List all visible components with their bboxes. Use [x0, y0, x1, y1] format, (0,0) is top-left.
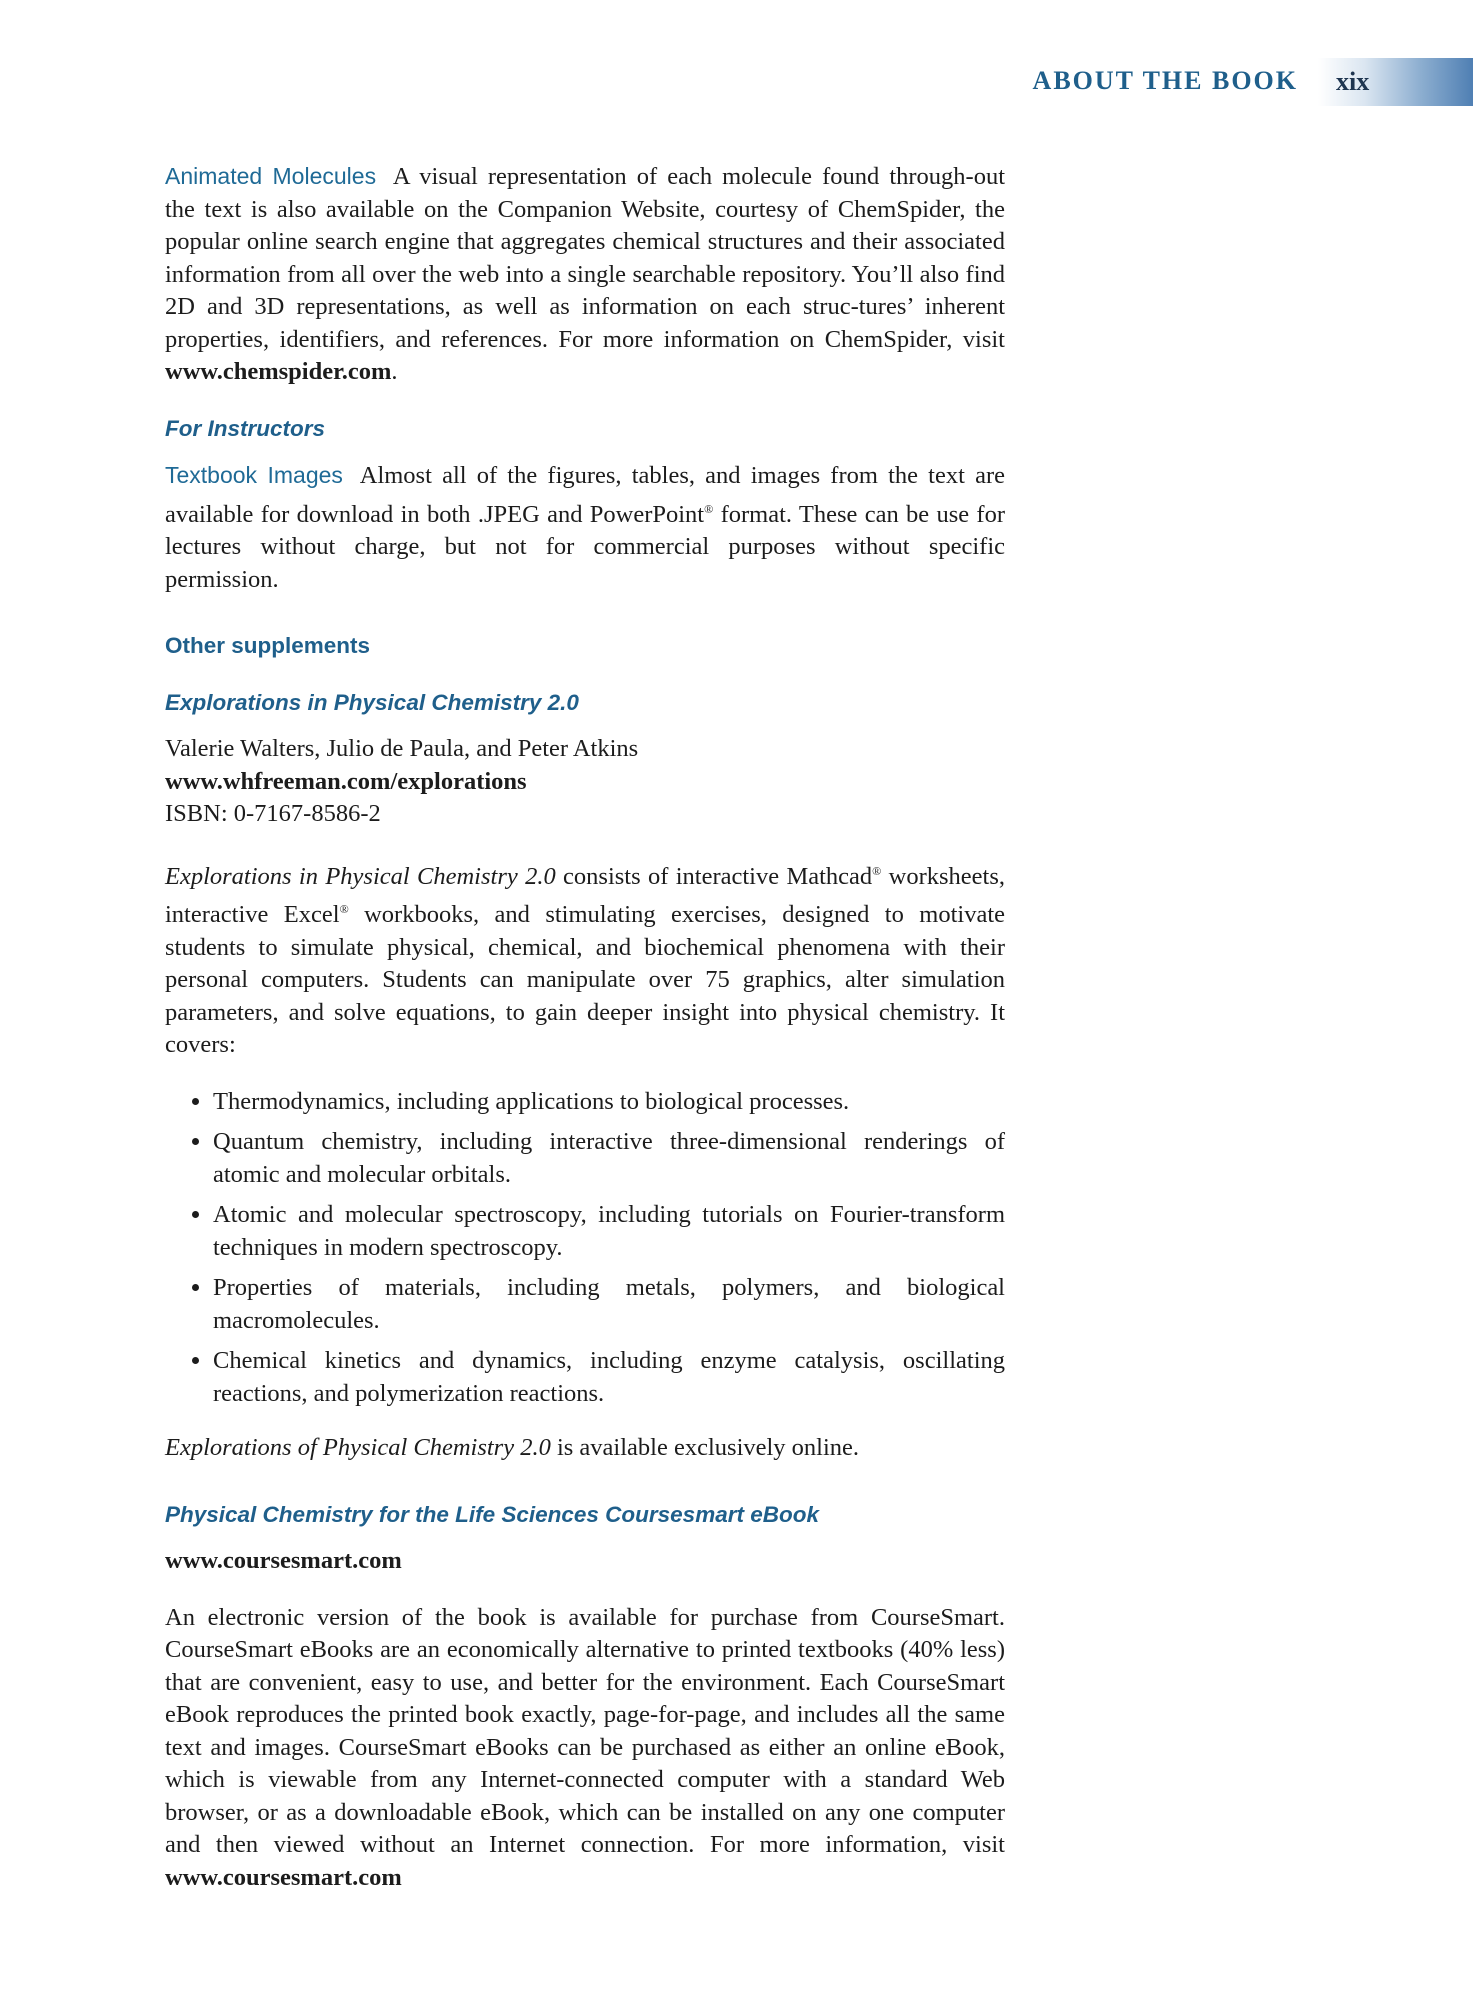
explorations-url[interactable]: www.whfreeman.com/explorations	[165, 767, 527, 795]
page-number-tab	[1318, 58, 1473, 106]
registered-mark: ®	[339, 902, 349, 916]
page-header	[0, 0, 1473, 110]
period: .	[391, 358, 398, 385]
desc-text-3: workbooks, and stimulating exercises, designed to motivate students to simulate physical, chemical, and biochemical phenomena with their personal computers. Students can manipulate over 75 graphics, alter simulation parameters, and solve equations, to gain deeper insight into physical chemistry. It covers:	[165, 901, 1006, 1058]
list-item: • Atomic and molecular spectroscopy, including tutorials on Fourier-transform techniques in modern spectroscopy.	[213, 1199, 1005, 1264]
list-item: • Quantum chemistry, including interactive three-dimensional renderings of atomic and molecular orbitals.	[213, 1126, 1005, 1191]
chemspider-link[interactable]: www.chemspider.com	[165, 358, 392, 385]
availability-paragraph	[165, 1432, 1005, 1465]
page-number: xix	[1336, 67, 1370, 96]
animated-molecules-label: Animated Molecules	[165, 163, 377, 189]
explorations-description	[165, 855, 1005, 1062]
running-header-title: ABOUT THE BOOK	[1032, 66, 1298, 95]
desc-text-2: worksheets, interactive Excel	[165, 862, 1005, 928]
coursesmart-heading: Physical Chemistry for the Life Sciences Coursesmart eBook	[165, 1501, 819, 1527]
explorations-heading: Explorations in Physical Chemistry 2.0	[165, 689, 579, 715]
textbook-images-text-end: format. These can be use for lectures without charge, but not for commercial purposes without specific permission.	[165, 500, 1005, 593]
availability-title: Explorations of Physical Chemistry 2.0	[165, 1434, 551, 1461]
registered-mark: ®	[704, 501, 714, 516]
desc-text-1: consists of interactive Mathcad	[555, 862, 873, 890]
list-item: • Properties of materials, including metals, polymers, and biological macromolecules.	[213, 1272, 1005, 1337]
registered-mark: ®	[872, 863, 882, 878]
textbook-images-text: Almost all of the figures, tables, and images from the text are available for download in both .JPEG and PowerPoint	[165, 462, 1005, 528]
explorations-desc-title: Explorations in Physical Chemistry 2.0	[165, 862, 556, 890]
animated-molecules-text: A visual representation of each molecule found through-out the text is also available on the Companion Website, courtesy of ChemSpider, the popular online search engine that aggregates chemical structures and their associated information from all over the web into a single searchable repository. You’ll also find 2D and 3D representations, as well as information on each struc-tures’ inherent properties, identifiers, and references. For more information on ChemSpider, visit	[165, 163, 1005, 353]
coursesmart-paragraph	[165, 1602, 1005, 1895]
availability-text: is available exclusively online.	[550, 1434, 860, 1461]
list-item: • Thermodynamics, including applications to biological processes.	[213, 1086, 1005, 1119]
textbook-images-label: Textbook Images	[165, 462, 343, 488]
coursesmart-url[interactable]: www.coursesmart.com	[165, 1547, 402, 1574]
explorations-authors: Valerie Walters, Julio de Paula, and Peter Atkins	[165, 735, 639, 762]
explorations-isbn: ISBN: 0-7167-8586-2	[165, 800, 381, 827]
animated-molecules-paragraph	[165, 160, 1005, 389]
page-body	[165, 160, 1005, 1894]
coursesmart-text: An electronic version of the book is available for purchase from CourseSmart. CourseSmart eBooks are an economically alternative to printed textbooks (40% less) that are convenient, easy to use, and better for the environment. Each CourseSmart eBook reproduces the printed book exactly, page-for-page, and includes all the same text and images. CourseSmart eBooks can be purchased as either an online eBook, which is viewable from any Internet-connected computer with a standard Web browser, or as a downloadable eBook, which can be installed on any one computer and then viewed without an Internet connection. For more information, visit	[165, 1603, 1005, 1858]
textbook-images-paragraph	[165, 459, 1005, 596]
coursesmart-link[interactable]: www.coursesmart.com	[165, 1863, 402, 1891]
other-supplements-heading: Other supplements	[165, 633, 371, 658]
topics-list	[165, 1086, 1005, 1411]
for-instructors-heading: For Instructors	[165, 415, 326, 441]
list-item: • Chemical kinetics and dynamics, including enzyme catalysis, oscillating reactions, and polymerization reactions.	[213, 1345, 1005, 1410]
